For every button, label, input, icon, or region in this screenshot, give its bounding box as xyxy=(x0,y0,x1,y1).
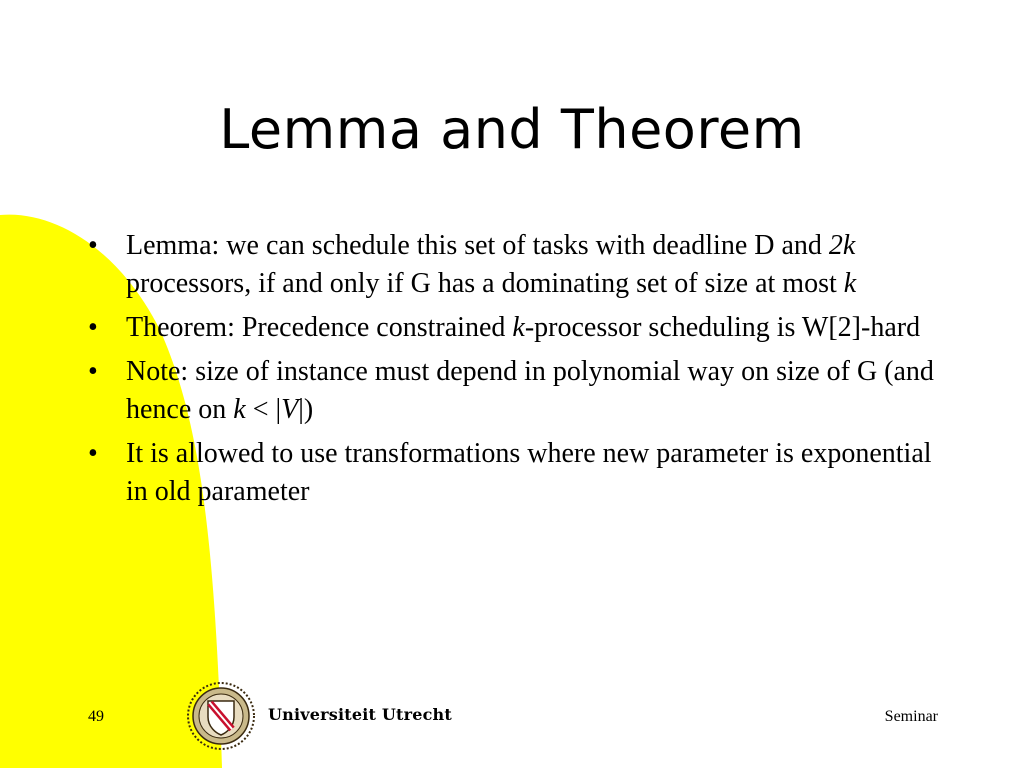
footer-label: Seminar xyxy=(884,708,938,725)
math-variable: V xyxy=(281,394,299,425)
bullet-item xyxy=(88,309,938,347)
university-seal-icon xyxy=(186,681,256,751)
bullet-text: Lemma: we can schedule this set of tasks with deadline D and xyxy=(126,230,829,261)
bullet-text: |) xyxy=(298,394,314,425)
bullet-item xyxy=(88,435,938,511)
bullet-dot: • xyxy=(88,312,98,343)
bullet-text: Note: size of instance must depend in polynomial way on size of G (and hence on xyxy=(126,356,934,425)
bullet-item xyxy=(88,227,938,303)
bullet-text: Theorem: Precedence constrained xyxy=(126,312,513,343)
bullet-item xyxy=(88,353,938,429)
math-variable: k xyxy=(843,268,857,299)
bullet-dot: • xyxy=(88,438,98,469)
bullet-text: processors, if and only if G has a dominating set of size at most xyxy=(126,268,844,299)
slide-title: Lemma and Theorem xyxy=(219,98,805,161)
bullet-text: It is allowed to use transformations where new parameter is exponential in old parameter xyxy=(126,438,932,507)
bullet-list xyxy=(88,227,938,517)
university-name: Universiteit Utrecht xyxy=(268,705,452,724)
page-number: 49 xyxy=(88,708,104,725)
bullet-dot: • xyxy=(88,230,98,261)
math-variable: 2k xyxy=(828,230,856,261)
bullet-text: < | xyxy=(245,394,282,425)
math-variable: k xyxy=(233,394,246,425)
bullet-text: -processor scheduling is W[2]-hard xyxy=(524,312,921,343)
math-variable: k xyxy=(512,312,525,343)
bullet-dot: • xyxy=(88,356,98,387)
